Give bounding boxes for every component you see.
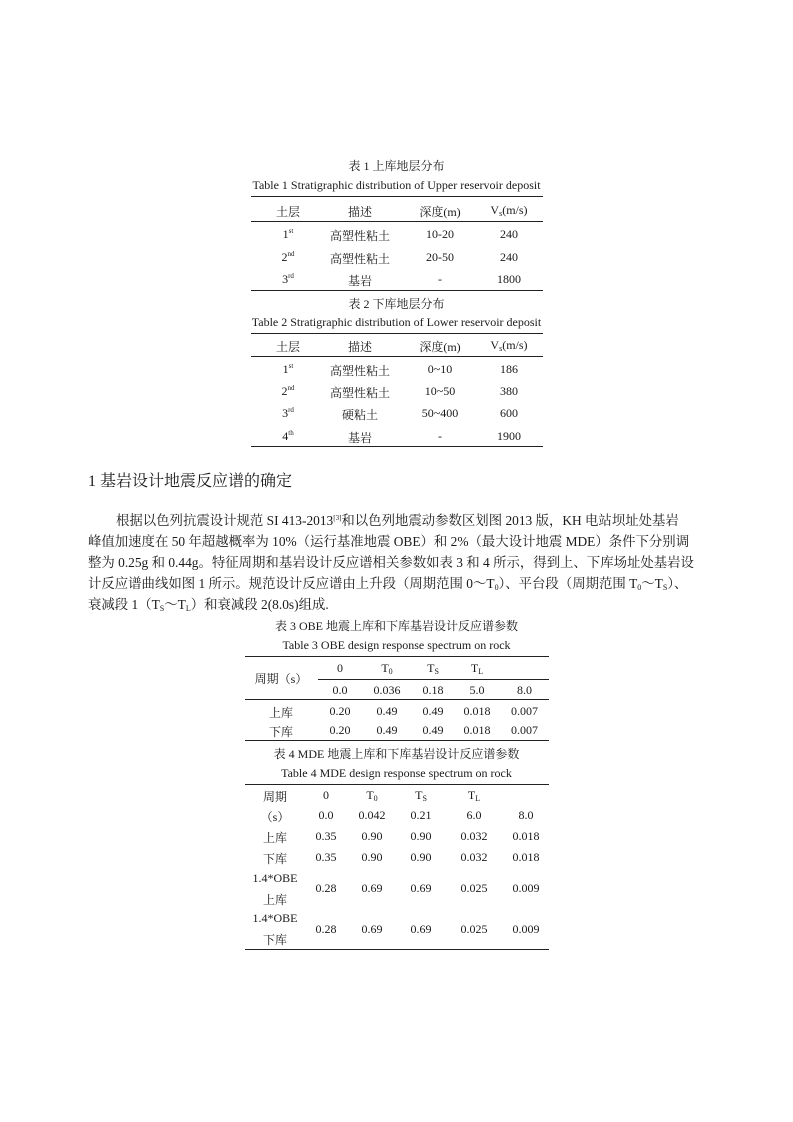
table3-row2-v1: 0.49 [376,723,398,737]
table4-sym-ts: $T_S$ [415,788,427,803]
table2-row1-layer: 1st [282,362,294,376]
table4-row4-v3: 0.025 [460,922,488,936]
paragraph-line-2: 峰值加速度在 50 年超越概率为 10%（运行基准地震 OBE）和 2%（最大设计地震 MDE）条件下分别调 [88,534,690,549]
table3-period-2: 0.18 [422,683,444,697]
table3-sym-rule [318,679,549,680]
table3-sym-0: 0 [337,661,343,675]
table4-caption-cn: 表 4 MDE 地震上库和下库基岩设计反应谱参数 [273,747,520,761]
table3-row1-v3: 0.018 [463,704,491,718]
table1-row2-depth: 20-50 [426,250,454,264]
table3-caption-en: Table 3 OBE design response spectrum on rock [282,638,511,652]
table4-row4-v2: 0.69 [410,922,432,936]
paragraph-line-1: 根据以色列抗震设计规范 SI 413-2013[3]和以色列地震动参数区划图 2013 版，KH 电站坝址处基岩 [116,513,679,528]
table1-row2-layer: 2nd [281,250,295,264]
table4-sym-tl: $T_L$ [467,788,481,803]
table2-header-vs: $V_s(m/s)$ [490,338,528,353]
table4-bottom-rule [245,949,549,950]
table4-row3-label-2: 上库 [262,893,287,907]
table2-row1-desc: 高塑性粘土 [329,364,390,378]
table3-period-4: 8.0 [517,683,532,697]
table1-row1-desc: 高塑性粘土 [329,229,390,243]
table1-header-desc: 描述 [347,205,372,219]
table4-period-0: 0.0 [318,808,334,822]
table1-caption-en: Table 1 Stratigraphic distribution of Upper reservoir deposit [252,178,541,192]
table4-period-4: 8.0 [518,808,534,822]
table4-row1-v0: 0.35 [315,829,337,843]
table4-row3-v0: 0.28 [315,881,337,895]
table4-period-3: 6.0 [466,808,482,822]
table3-row1-v1: 0.49 [376,704,398,718]
table1-header-layer: 土层 [275,205,300,219]
table2-row2-depth: 10~50 [424,384,456,398]
table4-row1-v4: 0.018 [512,829,540,843]
table4-row2-v1: 0.90 [361,850,383,864]
table3-period-label: 周期（s） [254,672,308,686]
table4-row4-label-2: 下库 [262,933,287,947]
table3-caption-cn: 表 3 OBE 地震上库和下库基岩设计反应谱参数 [274,619,518,633]
table4-caption-en: Table 4 MDE design response spectrum on rock [281,766,512,780]
table1-header-vs: $V_s(m/s)$ [490,203,528,218]
table3-row1-v2: 0.49 [422,704,444,718]
table1-mid-rule [251,221,543,222]
table3-row2-label: 下库 [268,725,293,739]
paragraph-line-5: 衰减段 $1(T_S\sim T_L)$和衰减段 2(8.0s)组成. [88,597,329,613]
table4-period-1: 0.042 [358,808,386,822]
table2-row4-vs: 1900 [497,429,521,443]
table4-row1-label: 上库 [262,831,287,845]
table4-row2-label: 下库 [262,852,287,866]
table1-top-rule [251,196,543,197]
table3-period-1: 0.036 [373,683,401,697]
section-heading: 1 基岩设计地震反应谱的确定 [88,473,293,490]
table4-sym-0: 0 [323,788,329,802]
table2-row2-layer: 2nd [281,384,295,398]
table3-sym-tl: $T_L$ [470,661,484,676]
table2-row2-vs: 380 [500,384,518,398]
table4-row2-v0: 0.35 [315,850,337,864]
table2-row3-vs: 600 [500,406,518,420]
table4-row4-v4: 0.009 [512,922,540,936]
table4-row3-label-1: 1.4*OBE [252,871,298,885]
table4-period-label-2: （s） [260,810,290,824]
table2-row4-layer: 4th [282,429,294,443]
table3-row1-v0: 0.20 [329,704,351,718]
table3-period-3: 5.0 [469,683,485,697]
table3-row1-label: 上库 [268,706,293,720]
table4-top-rule [245,784,549,785]
table3-mid-rule [245,699,549,700]
table3-row1-v4: 0.007 [511,704,538,718]
table1-row3-vs: 1800 [497,272,521,286]
table4-row3-v3: 0.025 [460,881,488,895]
table3-row2-v3: 0.018 [463,723,491,737]
paragraph-line-3: 整为 0.25g 和 0.44g。特征周期和基岩设计反应谱相关参数如表 3 和 4 所示，得到上、下库场址处基岩设 [88,555,694,570]
table3-period-0: 0.0 [332,683,348,697]
table1-row3-desc: 基岩 [347,274,372,288]
table1-bottom-rule [251,290,543,291]
table2-caption-cn: 表 2 下库地层分布 [348,297,445,311]
table2-row4-depth: - [438,429,442,443]
table4-period-label-1: 周期 [262,790,287,804]
table4-sym-t0: $T_0$ [366,788,378,803]
table1-row2-desc: 高塑性粘土 [329,252,390,266]
table4-row4-label-1: 1.4*OBE [252,911,298,925]
table4-period-2: 0.21 [410,808,432,822]
table1-row3-layer: 3rd [282,272,294,286]
table3-bottom-rule [245,740,549,741]
table4-row4-v1: 0.69 [361,922,383,936]
table2-row3-depth: 50~400 [421,406,459,420]
table2-header-depth: 深度(m) [419,340,461,354]
table2-row2-desc: 高塑性粘土 [329,386,390,400]
table1-row1-depth: 10-20 [426,227,454,241]
table4-row2-v3: 0.032 [460,850,488,864]
table3-row2-v4: 0.007 [511,723,538,737]
table1-row3-depth: - [438,272,442,286]
table2-row1-depth: 0~10 [427,362,453,376]
table3-sym-ts: $T_S$ [427,661,439,676]
table1-header-depth: 深度(m) [419,205,461,219]
table3-sym-t0: $T_0$ [381,661,393,676]
table2-header-layer: 土层 [275,340,300,354]
table2-caption-en: Table 2 Stratigraphic distribution of Lower reservoir deposit [251,315,542,329]
table4-row4-v0: 0.28 [315,922,337,936]
table1-caption-cn: 表 1 上库地层分布 [348,159,445,173]
table2-top-rule [251,333,543,334]
table4-row2-v2: 0.90 [410,850,432,864]
table2-bottom-rule [251,446,543,447]
table2-row1-vs: 186 [500,362,518,376]
table3-row2-v2: 0.49 [422,723,444,737]
table2-row3-layer: 3rd [282,406,294,420]
table4-row3-v1: 0.69 [361,881,383,895]
table4-row3-v4: 0.009 [512,881,540,895]
table2-mid-rule [251,356,543,357]
paragraph-line-4: 计反应谱曲线如图 1 所示。规范设计反应谱由上升段（周期范围 $0\sim T_0$）、平台段（周期范围 $T_0\sim T_S$）、 [88,576,688,592]
table2-row3-desc: 硬粘土 [341,408,378,422]
table4-row1-v1: 0.90 [361,829,383,843]
table1-row1-layer: 1st [282,227,294,241]
table4-row2-v4: 0.018 [512,850,540,864]
table2-row4-desc: 基岩 [347,431,372,445]
table1-row1-vs: 240 [500,227,518,241]
table3-top-rule [245,656,549,657]
table4-row1-v2: 0.90 [410,829,432,843]
table4-row3-v2: 0.69 [410,881,432,895]
table3-row2-v0: 0.20 [329,723,351,737]
table2-header-desc: 描述 [347,340,372,354]
table1-row2-vs: 240 [500,250,518,264]
table4-row1-v3: 0.032 [460,829,488,843]
